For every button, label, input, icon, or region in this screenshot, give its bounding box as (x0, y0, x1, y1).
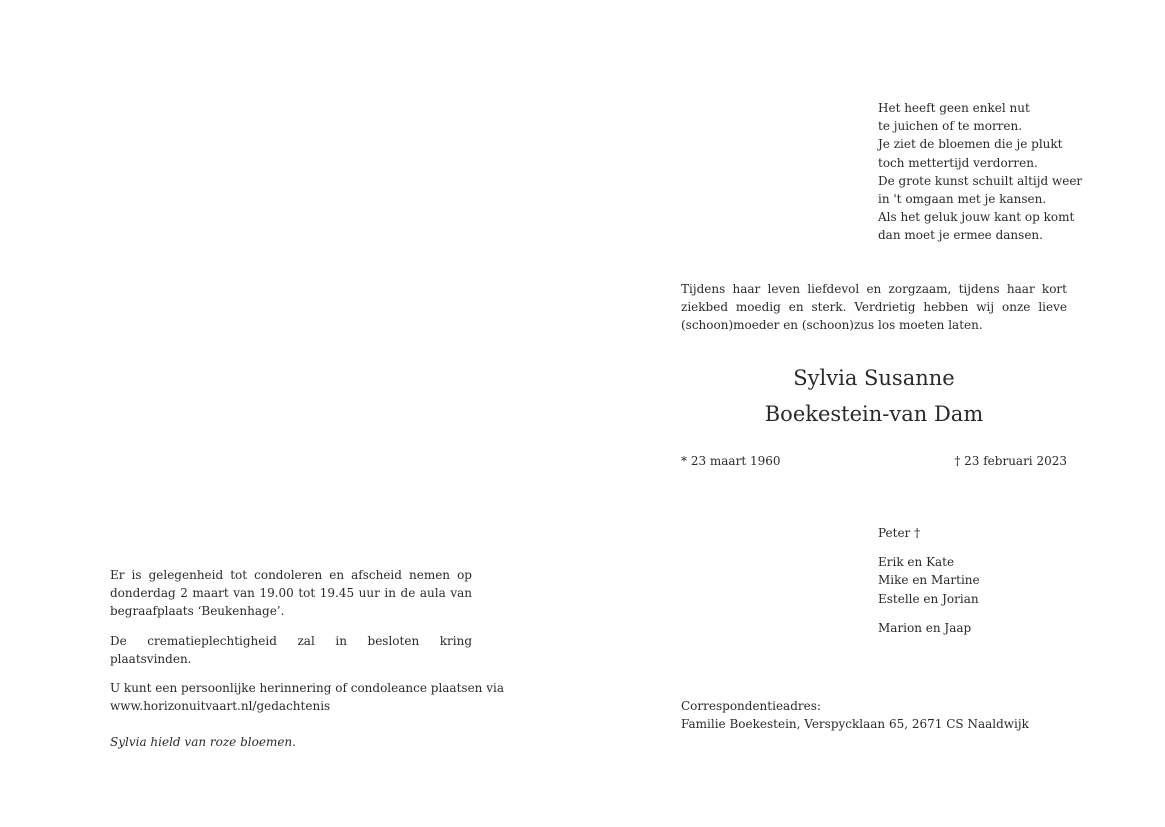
closing-note: Sylvia hield van roze bloemen. (110, 735, 296, 750)
family-member: Estelle en Jorian (878, 591, 979, 606)
poem-line: toch mettertijd verdorren. (878, 155, 1038, 170)
family-group (878, 553, 1078, 608)
online-condolence (110, 679, 504, 715)
poem-line: De grote kunst schuilt altijd weer (878, 173, 1083, 188)
family-member: Peter † (878, 526, 921, 540)
life-dates (681, 452, 1067, 472)
online-condolence-text: U kunt een persoonlijke herinnering of condoleance plaatsen via (110, 681, 504, 696)
correspondence-address (681, 697, 1101, 733)
left-column (110, 566, 504, 752)
family-group (878, 524, 1078, 542)
birth-date: * 23 maart 1960 (681, 454, 781, 468)
poem-line: Het heeft geen enkel nut (878, 101, 1030, 115)
condolence-info: Er is gelegenheid tot condoleren en afscheid nemen op donderdag 2 maart van 19.00 tot 19.45 uur in de aula van begraafplaats ‘Beukenhage’. (110, 568, 472, 619)
family-member: Marion en Jaap (878, 620, 972, 635)
poem-line: dan moet je ermee dansen. (878, 228, 1043, 243)
deceased-surname: Boekestein-van Dam (764, 402, 984, 426)
death-date: † 23 februari 2023 (954, 454, 1067, 468)
family-list (878, 524, 1078, 648)
condolence-website-link[interactable]: www.horizonuitvaart.nl/gedachtenis (110, 699, 331, 714)
poem-line: te juichen of te morren. (878, 119, 1023, 134)
cremation-info: De crematieplechtigheid zal in besloten kring plaatsvinden. (110, 633, 472, 666)
poem-line: in 't omgaan met je kansen. (878, 192, 1047, 207)
correspondence-text: Familie Boekestein, Verspycklaan 65, 2671 CS Naaldwijk (681, 717, 1029, 732)
family-group (878, 619, 1078, 637)
poem (878, 99, 1083, 245)
poem-line: Je ziet de bloemen die je plukt (878, 137, 1063, 152)
family-member: Mike en Martine (878, 573, 980, 588)
poem-line: Als het geluk jouw kant op komt (878, 210, 1075, 225)
deceased-name (681, 360, 1067, 432)
family-member: Erik en Kate (878, 555, 955, 570)
intro-paragraph: Tijdens haar leven liefdevol en zorgzaam, tijdens haar kort ziekbed moedig en sterk. Verdrietig hebben wij onze lieve (schoon)moeder en (schoon)zus los moeten laten. (681, 282, 1067, 333)
deceased-first-names: Sylvia Susanne (793, 366, 955, 390)
correspondence-label: Correspondentieadres: (681, 699, 821, 713)
